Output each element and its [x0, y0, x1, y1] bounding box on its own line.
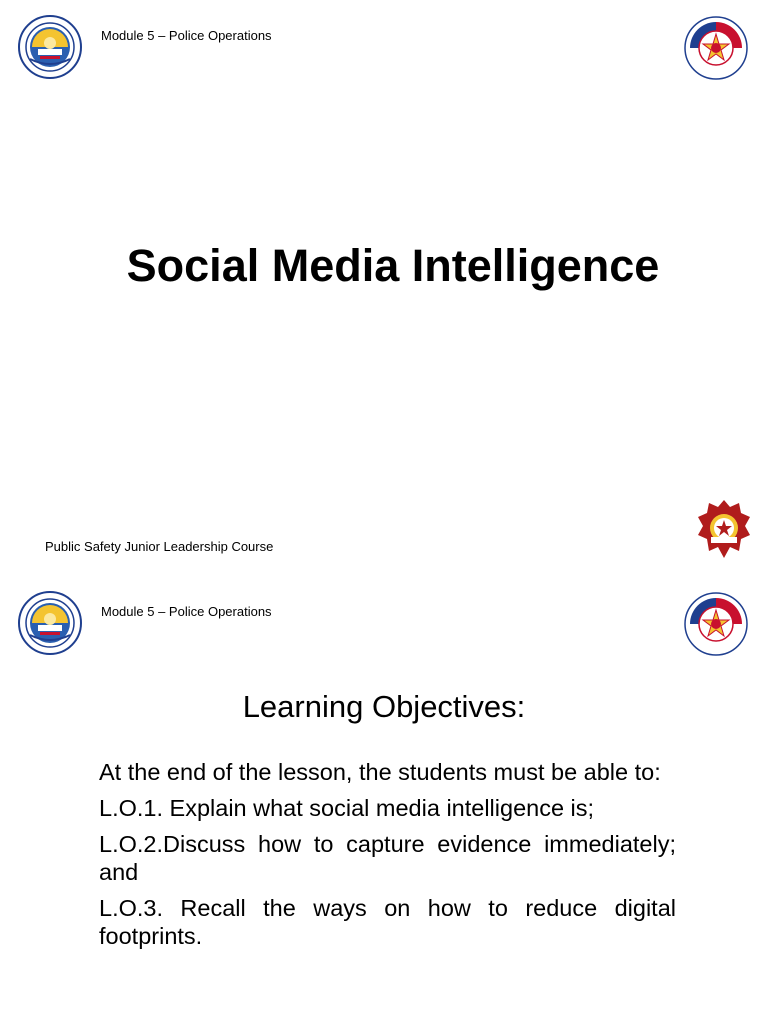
section-heading: Learning Objectives: — [242, 689, 526, 724]
objectives-list — [99, 758, 676, 958]
objective-item: L.O.2.Discuss how to capture evidence immediately; and — [99, 831, 676, 885]
course-label: Public Safety Junior Leadership Course — [45, 539, 274, 554]
presentation-title: Social Media Intelligence — [126, 240, 660, 291]
objective-item: L.O.3. Recall the ways on how to reduce digital footprints. — [99, 895, 676, 949]
objective-item: L.O.1. Explain what social media intelligence is; — [99, 795, 595, 821]
training-institute-seal-icon — [684, 16, 748, 80]
module-label: Module 5 – Police Operations — [101, 604, 272, 619]
academy-seal-icon — [18, 15, 82, 79]
pnp-badge-icon — [697, 499, 751, 559]
academy-seal-icon — [18, 591, 82, 655]
module-label: Module 5 – Police Operations — [101, 28, 272, 43]
objectives-intro: At the end of the lesson, the students must be able to: — [99, 759, 661, 785]
objectives-slide — [0, 576, 768, 1024]
training-institute-seal-icon — [684, 592, 748, 656]
